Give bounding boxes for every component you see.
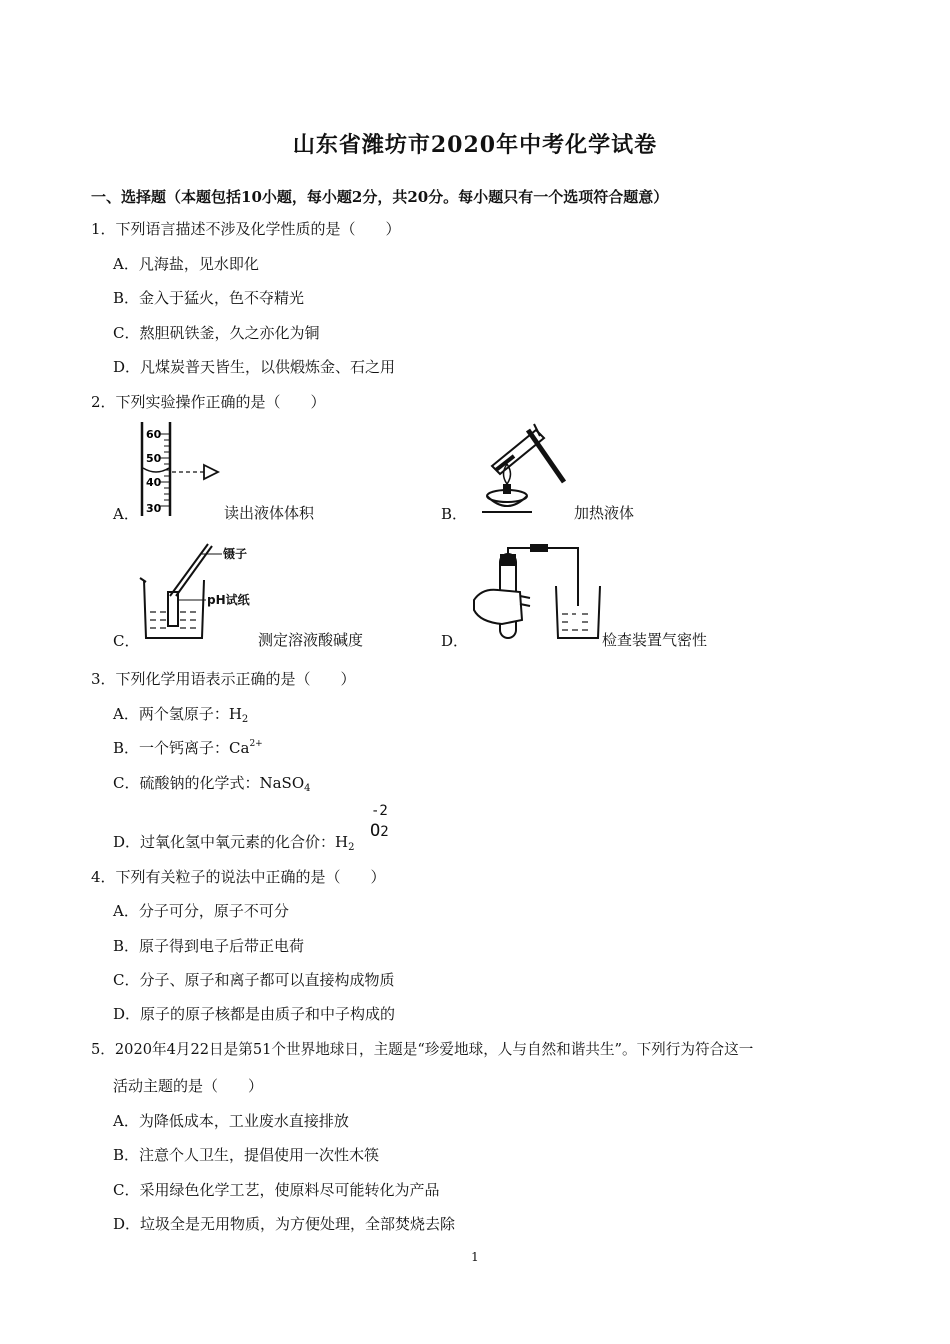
question-3-option-a-text: A．两个氢原子：H bbox=[113, 705, 242, 723]
question-2-option-c-letter: C． bbox=[113, 632, 140, 650]
question-2-option-c-caption: 测定溶液酸碱度 bbox=[258, 631, 364, 649]
question-2-option-b-caption: 加热液体 bbox=[574, 504, 635, 522]
question-3-option-a-subscript: 2 bbox=[241, 714, 249, 725]
question-4-option-d: D．原子的原子核都是由质子和中子构成的 bbox=[113, 1005, 396, 1023]
question-3-option-c-subscript: 4 bbox=[304, 783, 311, 794]
question-3-option-b bbox=[113, 737, 263, 758]
question-1-option-c: C．熬胆矾铁釜，久之亦化为铜 bbox=[113, 324, 320, 342]
page-title: 山东省潍坊市2020年中考化学试卷 bbox=[292, 132, 658, 158]
question-3-option-c bbox=[113, 772, 311, 794]
question-2-option-d-letter: D． bbox=[441, 632, 469, 650]
question-4-option-b: B．原子得到电子后带正电荷 bbox=[113, 937, 305, 955]
question-1-stem: 1．下列语言描述不涉及化学性质的是（ ） bbox=[91, 220, 401, 238]
question-3-option-d bbox=[113, 831, 354, 853]
page-number: 1 bbox=[471, 1250, 479, 1264]
cylinder-tick-50: 50 bbox=[146, 452, 162, 465]
question-2-option-d-caption: 检查装置气密性 bbox=[602, 631, 708, 649]
question-5-option-c: C．采用绿色化学工艺，使原料尽可能转化为产品 bbox=[113, 1181, 440, 1199]
tweezers-label: 镊子 bbox=[223, 547, 248, 561]
question-5-option-d: D．垃圾全是无用物质，为方便处理，全部焚烧去除 bbox=[113, 1215, 456, 1233]
question-4-option-a: A．分子可分，原子不可分 bbox=[113, 902, 289, 920]
question-3-option-b-superscript: 2+ bbox=[249, 739, 263, 749]
question-4-stem: 4．下列有关粒子的说法中正确的是（ ） bbox=[91, 868, 386, 886]
question-5-stem-line2: 活动主题的是（ ） bbox=[113, 1077, 264, 1095]
question-3-option-b-text: B．一个钙离子：Ca bbox=[113, 739, 250, 757]
valence-label: -2 bbox=[371, 803, 388, 819]
question-3-option-a bbox=[113, 703, 248, 725]
question-2-option-b-letter: B． bbox=[441, 505, 468, 523]
question-3-option-c-text: C．硫酸钠的化学式：NaSO bbox=[113, 774, 305, 792]
cylinder-tick-60: 60 bbox=[146, 428, 162, 441]
heating-liquid-figure bbox=[474, 420, 584, 520]
cylinder-tick-30: 30 bbox=[146, 502, 162, 515]
graduated-cylinder-figure bbox=[138, 420, 228, 520]
section-heading: 一、选择题（本题包括10小题，每小题2分，共20分。每小题只有一个选项符合题意） bbox=[91, 188, 669, 206]
question-5-option-b: B．注意个人卫生，提倡使用一次性木筷 bbox=[113, 1146, 380, 1164]
cylinder-tick-40: 40 bbox=[146, 476, 162, 489]
question-5-stem-line1: 5．2020年4月22日是第51个世界地球日，主题是“珍爱地球，人与自然和谐共生”。下列行为符合这一 bbox=[91, 1041, 754, 1058]
peroxide-oxygen bbox=[370, 821, 389, 841]
question-3-stem: 3．下列化学用语表示正确的是（ ） bbox=[91, 670, 356, 688]
question-2-option-a-caption: 读出液体体积 bbox=[224, 504, 315, 522]
question-2-stem: 2．下列实验操作正确的是（ ） bbox=[91, 393, 326, 411]
peroxide-oxygen-symbol: O bbox=[370, 821, 381, 841]
question-1-option-b: B．金入于猛火，色不夺精光 bbox=[113, 289, 305, 307]
question-4-option-c: C．分子、原子和离子都可以直接构成物质 bbox=[113, 971, 395, 989]
question-1-option-a: A．凡海盐，见水即化 bbox=[113, 255, 259, 273]
peroxide-oxygen-subscript: 2 bbox=[380, 824, 389, 840]
question-1-option-d: D．凡煤炭普天皆生，以供煅炼金、石之用 bbox=[113, 358, 396, 376]
question-3-option-d-subscript: 2 bbox=[348, 842, 355, 853]
question-3-option-d-text: D．过氧化氢中氧元素的化合价：H bbox=[113, 833, 349, 851]
question-2-option-a-letter: A． bbox=[113, 505, 139, 523]
airtightness-check-figure bbox=[468, 540, 608, 645]
question-5-option-a: A．为降低成本，工业废水直接排放 bbox=[113, 1112, 349, 1130]
ph-paper-label: pH试纸 bbox=[207, 593, 250, 607]
